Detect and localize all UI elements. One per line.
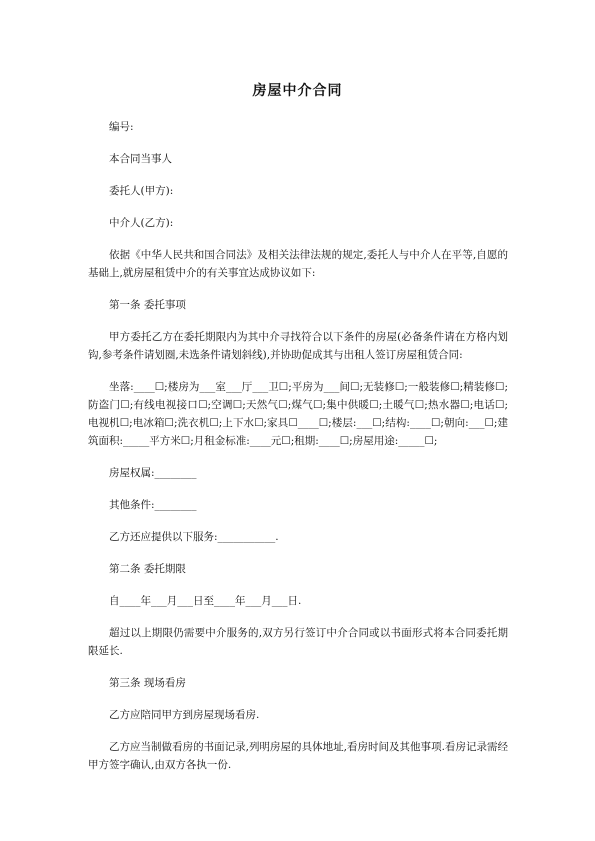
other-conditions-line: 其他条件:________ <box>109 499 197 511</box>
party-a-line: 委托人(甲方): <box>109 185 174 197</box>
viewing-paragraph: 乙方应陪同甲方到房屋现场看房. <box>109 709 260 721</box>
article-1-heading: 第一条 委托事项 <box>109 299 186 311</box>
document-body <box>88 118 508 788</box>
term-dates-line: 自____年___月___日至____年___月___日. <box>109 595 302 607</box>
additional-services-line: 乙方还应提供以下服务:___________. <box>109 531 279 543</box>
article-1-paragraph: 甲方委托乙方在委托期限内为其中介寻找符合以下条件的房屋(必备条件请在方格内划钩,参考条件请划圈,未选条件请划斜线),并协助促成其与出租人签订房屋租赁合同: <box>88 331 508 361</box>
term-extension-paragraph: 超过以上期限仍需要中介服务的,双方另行签订中介合同或以书面形式将本合同委托期限延长. <box>88 627 508 657</box>
property-ownership-line: 房屋权属:________ <box>109 467 197 479</box>
contract-number-line: 编号: <box>109 121 134 133</box>
article-3-heading: 第三条 现场看房 <box>109 677 186 689</box>
preamble-paragraph: 依据《中华人民共和国合同法》及相关法律法规的规定,委托人与中介人在平等,自愿的基础上,就房屋租赁中介的有关事宜达成协议如下: <box>88 249 508 279</box>
document-title: 房屋中介合同 <box>252 83 343 99</box>
article-2-heading: 第二条 委托期限 <box>109 563 186 575</box>
parties-heading: 本合同当事人 <box>109 153 172 165</box>
property-conditions-paragraph: 坐落:____☐;楼房为___室___厅___卫☐;平房为___间☐;无装修☐;一般装修☐;精装修☐;防盗门☐;有线电视接口☐;空调☐;天然气☐;煤气☐;集中供暖☐;土暖气☐;热水器☐;电话☐;电视机☐;电冰箱☐;洗衣机☐;上下水☐;家具☐____☐;楼层:___☐;结构:____☐;朝向:___☐;建筑面积:_____平方米☐;月租金标准:____元☐;租期:____☐;房屋用途:_____☐; <box>88 381 508 447</box>
viewing-record-paragraph: 乙方应当制做看房的书面记录,列明房屋的具体地址,看房时间及其他事项.看房记录需经甲方签字确认,由双方各执一份. <box>88 741 508 771</box>
party-b-line: 中介人(乙方): <box>109 217 174 229</box>
